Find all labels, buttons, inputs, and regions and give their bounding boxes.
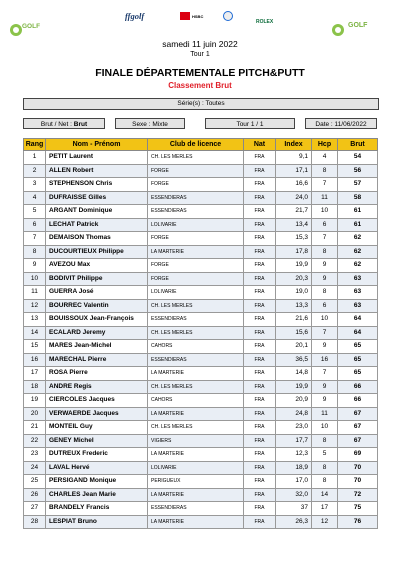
cell-club: CH. LES MERLES (148, 326, 244, 340)
table-row (24, 259, 378, 273)
table-row (24, 205, 378, 219)
cell-club: PERIGUEUX (148, 475, 244, 489)
table-row (24, 178, 378, 192)
cell-index: 20,3 (276, 272, 312, 286)
cell-hcp: 16 (312, 353, 338, 367)
cell-nat: FRA (244, 488, 276, 502)
cell-brut: 67 (338, 434, 378, 448)
cell-rang: 25 (24, 475, 46, 489)
cell-rang: 2 (24, 164, 46, 178)
date-box: Date : 11/06/2022 (305, 118, 377, 129)
cell-index: 23,0 (276, 421, 312, 435)
cell-rang: 16 (24, 353, 46, 367)
cell-club: CH. LES MERLES (148, 380, 244, 394)
cell-hcp: 9 (312, 272, 338, 286)
cell-nom: BODIVIT Philippe (46, 272, 148, 286)
table-row (24, 448, 378, 462)
cell-brut: 70 (338, 475, 378, 489)
cell-club: LA MARTERIE (148, 407, 244, 421)
cell-index: 15,6 (276, 326, 312, 340)
cell-index: 17,1 (276, 164, 312, 178)
cell-club: ESSENDIERAS (148, 313, 244, 327)
cell-nom: VERWAERDE Jacques (46, 407, 148, 421)
cell-rang: 17 (24, 367, 46, 381)
cell-nat: FRA (244, 515, 276, 529)
cell-index: 32,0 (276, 488, 312, 502)
cell-brut: 56 (338, 164, 378, 178)
cell-rang: 14 (24, 326, 46, 340)
col-index: Index (276, 139, 312, 151)
cell-hcp: 17 (312, 502, 338, 516)
cell-nom: STEPHENSON Chris (46, 178, 148, 192)
cell-nom: MARECHAL Pierre (46, 353, 148, 367)
table-row (24, 232, 378, 246)
cell-index: 24,8 (276, 407, 312, 421)
cell-nom: CHARLES Jean Marie (46, 488, 148, 502)
event-date: samedi 11 juin 2022 (162, 39, 238, 49)
col-nat: Nat (244, 139, 276, 151)
cell-rang: 18 (24, 380, 46, 394)
cell-index: 20,1 (276, 340, 312, 354)
page-subtitle: Classement Brut (168, 81, 232, 90)
logo-right-text: GOLF (348, 22, 368, 29)
cell-club: FORGE (148, 164, 244, 178)
cell-index: 13,3 (276, 299, 312, 313)
table-row (24, 421, 378, 435)
brut-net-box (23, 118, 105, 129)
cell-nom: ANDRE Regis (46, 380, 148, 394)
cell-nat: FRA (244, 164, 276, 178)
cell-index: 20,9 (276, 394, 312, 408)
cell-nom: BOUISSOUX Jean-François (46, 313, 148, 327)
cell-hcp: 7 (312, 367, 338, 381)
cell-rang: 1 (24, 151, 46, 165)
cell-nat: FRA (244, 299, 276, 313)
cell-brut: 67 (338, 421, 378, 435)
cell-club: LA MARTERIE (148, 245, 244, 259)
series-bar: Série(s) : Toutes (23, 98, 379, 110)
table-row (24, 299, 378, 313)
cell-hcp: 8 (312, 245, 338, 259)
cell-index: 13,4 (276, 218, 312, 232)
cell-hcp: 5 (312, 448, 338, 462)
table-row (24, 151, 378, 165)
rolex-logo: ROLEX (256, 19, 274, 25)
cell-brut: 70 (338, 461, 378, 475)
cell-hcp: 9 (312, 340, 338, 354)
sponsor-logos (125, 11, 285, 25)
cell-hcp: 11 (312, 407, 338, 421)
cell-index: 36,5 (276, 353, 312, 367)
cell-hcp: 6 (312, 299, 338, 313)
cell-nat: FRA (244, 340, 276, 354)
cell-club: CAHORS (148, 394, 244, 408)
cell-club: LA MARTERIE (148, 515, 244, 529)
info-bar (23, 118, 377, 129)
cell-hcp: 7 (312, 326, 338, 340)
cell-brut: 58 (338, 191, 378, 205)
tour-box: Tour 1 / 1 (205, 118, 295, 129)
cell-hcp: 10 (312, 421, 338, 435)
cell-club: CAHORS (148, 340, 244, 354)
cell-nom: AVEZOU Max (46, 259, 148, 273)
cell-brut: 64 (338, 326, 378, 340)
cell-brut: 69 (338, 448, 378, 462)
event-tour: Tour 1 (190, 51, 210, 58)
cell-rang: 7 (24, 232, 46, 246)
cell-club: FORGE (148, 272, 244, 286)
table-row (24, 515, 378, 529)
cell-nom: GENEY Michel (46, 434, 148, 448)
cell-hcp: 10 (312, 313, 338, 327)
cell-rang: 4 (24, 191, 46, 205)
cell-rang: 13 (24, 313, 46, 327)
table-row (24, 367, 378, 381)
cell-hcp: 7 (312, 232, 338, 246)
cell-brut: 72 (338, 488, 378, 502)
cell-nat: FRA (244, 461, 276, 475)
table-row (24, 272, 378, 286)
cell-index: 16,6 (276, 178, 312, 192)
cell-index: 24,0 (276, 191, 312, 205)
col-club: Club de licence (148, 139, 244, 151)
cell-index: 21,6 (276, 313, 312, 327)
table-header-row (24, 139, 378, 151)
cell-brut: 63 (338, 286, 378, 300)
table-row (24, 164, 378, 178)
cell-nom: CIERCOLES Jacques (46, 394, 148, 408)
cell-index: 15,3 (276, 232, 312, 246)
cell-club: ESSENDIERAS (148, 205, 244, 219)
cell-index: 19,0 (276, 286, 312, 300)
cell-rang: 9 (24, 259, 46, 273)
cell-club: CH. LES MERLES (148, 299, 244, 313)
cell-club: LA MARTERIE (148, 488, 244, 502)
cell-nat: FRA (244, 421, 276, 435)
cell-index: 26,3 (276, 515, 312, 529)
cell-index: 19,9 (276, 380, 312, 394)
cell-nat: FRA (244, 367, 276, 381)
cell-brut: 63 (338, 272, 378, 286)
hsbc-hexagon-icon (180, 12, 190, 20)
cell-brut: 63 (338, 299, 378, 313)
cell-rang: 11 (24, 286, 46, 300)
table-row (24, 434, 378, 448)
cell-club: FORGE (148, 232, 244, 246)
cell-nom: MONTEIL Guy (46, 421, 148, 435)
cell-brut: 76 (338, 515, 378, 529)
cell-index: 12,3 (276, 448, 312, 462)
sexe-box: Sexe : Mixte (115, 118, 185, 129)
cell-rang: 26 (24, 488, 46, 502)
cell-rang: 8 (24, 245, 46, 259)
cell-hcp: 11 (312, 191, 338, 205)
cell-club: ESSENDIERAS (148, 191, 244, 205)
table-row (24, 461, 378, 475)
cell-nom: ALLEN Robert (46, 164, 148, 178)
cell-brut: 64 (338, 313, 378, 327)
cell-club: LA MARTERIE (148, 448, 244, 462)
table-row (24, 286, 378, 300)
cell-rang: 3 (24, 178, 46, 192)
page-title: FINALE DÉPARTEMENTALE PITCH&PUTT (95, 67, 305, 79)
cell-nat: FRA (244, 502, 276, 516)
table-row (24, 218, 378, 232)
cell-hcp: 10 (312, 205, 338, 219)
cell-nat: FRA (244, 272, 276, 286)
cell-rang: 15 (24, 340, 46, 354)
cell-club: FORGE (148, 178, 244, 192)
cell-nat: FRA (244, 151, 276, 165)
cell-index: 14,8 (276, 367, 312, 381)
cell-nom: ECALARD Jeremy (46, 326, 148, 340)
cell-nom: DUFRAISSE Gilles (46, 191, 148, 205)
cell-club: CH. LES MERLES (148, 151, 244, 165)
cell-index: 17,8 (276, 245, 312, 259)
cell-nom: LAVAL Hervé (46, 461, 148, 475)
table-row (24, 191, 378, 205)
cell-hcp: 8 (312, 434, 338, 448)
cell-hcp: 4 (312, 151, 338, 165)
table-row (24, 488, 378, 502)
cell-brut: 65 (338, 367, 378, 381)
cell-nat: FRA (244, 191, 276, 205)
cell-nat: FRA (244, 232, 276, 246)
cell-nom: GUERRA José (46, 286, 148, 300)
cell-hcp: 8 (312, 286, 338, 300)
cell-hcp: 12 (312, 515, 338, 529)
cell-rang: 21 (24, 421, 46, 435)
cell-hcp: 6 (312, 218, 338, 232)
cell-brut: 75 (338, 502, 378, 516)
cell-nom: DEMAISON Thomas (46, 232, 148, 246)
cell-brut: 65 (338, 353, 378, 367)
cell-brut: 65 (338, 340, 378, 354)
cell-nat: FRA (244, 205, 276, 219)
cell-nom: LESPIAT Bruno (46, 515, 148, 529)
cell-club: LOLIVARIE (148, 218, 244, 232)
cell-rang: 5 (24, 205, 46, 219)
cell-hcp: 9 (312, 259, 338, 273)
cell-index: 9,1 (276, 151, 312, 165)
cell-club: LA MARTERIE (148, 367, 244, 381)
cell-nat: FRA (244, 353, 276, 367)
cell-brut: 61 (338, 218, 378, 232)
cell-hcp: 8 (312, 475, 338, 489)
cell-club: FORGE (148, 259, 244, 273)
cell-index: 17,7 (276, 434, 312, 448)
table-row (24, 380, 378, 394)
cell-brut: 66 (338, 394, 378, 408)
cell-brut: 54 (338, 151, 378, 165)
ranking-table (23, 138, 378, 529)
cell-nat: FRA (244, 475, 276, 489)
cell-nom: ARGANT Dominique (46, 205, 148, 219)
table-row (24, 326, 378, 340)
table-row (24, 475, 378, 489)
cell-brut: 62 (338, 259, 378, 273)
cell-hcp: 8 (312, 164, 338, 178)
cell-brut: 66 (338, 380, 378, 394)
cell-rang: 24 (24, 461, 46, 475)
cell-nat: FRA (244, 407, 276, 421)
cell-rang: 23 (24, 448, 46, 462)
table-body (24, 151, 378, 529)
cell-club: ESSENDIERAS (148, 353, 244, 367)
cell-rang: 12 (24, 299, 46, 313)
cell-brut: 67 (338, 407, 378, 421)
cell-nom: PETIT Laurent (46, 151, 148, 165)
cell-rang: 22 (24, 434, 46, 448)
cell-brut: 62 (338, 245, 378, 259)
cell-nom: DUTREUX Frederic (46, 448, 148, 462)
cell-rang: 28 (24, 515, 46, 529)
cell-rang: 19 (24, 394, 46, 408)
table-row (24, 407, 378, 421)
logo-left-text: GOLF (22, 23, 41, 30)
cell-nat: FRA (244, 326, 276, 340)
cell-nom: MARES Jean-Michel (46, 340, 148, 354)
cell-hcp: 9 (312, 380, 338, 394)
cell-rang: 27 (24, 502, 46, 516)
cell-nat: FRA (244, 218, 276, 232)
cell-nom: ROSA Pierre (46, 367, 148, 381)
cell-nat: FRA (244, 394, 276, 408)
brut-net-label: Brut / Net : (40, 121, 72, 128)
cell-rang: 10 (24, 272, 46, 286)
col-rang: Rang (24, 139, 46, 151)
cell-club: CH. LES MERLES (148, 421, 244, 435)
cell-index: 17,0 (276, 475, 312, 489)
table-row (24, 245, 378, 259)
cell-rang: 20 (24, 407, 46, 421)
cell-brut: 62 (338, 232, 378, 246)
cell-nat: FRA (244, 178, 276, 192)
cell-rang: 6 (24, 218, 46, 232)
col-nom: Nom - Prénom (46, 139, 148, 151)
cell-nat: FRA (244, 380, 276, 394)
ffgolf-logo: ffgolf (125, 11, 145, 21)
cell-hcp: 8 (312, 461, 338, 475)
cell-club: LOLIVARIE (148, 286, 244, 300)
hsbc-logo: HSBC (192, 14, 204, 19)
cell-hcp: 7 (312, 178, 338, 192)
cell-club: ESSENDIERAS (148, 502, 244, 516)
cell-nom: LECHAT Patrick (46, 218, 148, 232)
table-row (24, 353, 378, 367)
golf-ball-icon (330, 22, 346, 38)
bmw-roundel-icon (223, 11, 233, 21)
cell-nat: FRA (244, 245, 276, 259)
cell-index: 19,9 (276, 259, 312, 273)
cell-nom: BRANDELY Francis (46, 502, 148, 516)
brut-net-value: Brut (73, 121, 88, 128)
cell-index: 18,9 (276, 461, 312, 475)
cell-nat: FRA (244, 434, 276, 448)
table-row (24, 340, 378, 354)
cell-nat: FRA (244, 313, 276, 327)
cell-brut: 61 (338, 205, 378, 219)
cell-hcp: 9 (312, 394, 338, 408)
cell-brut: 57 (338, 178, 378, 192)
cell-nat: FRA (244, 259, 276, 273)
cell-nat: FRA (244, 448, 276, 462)
table-row (24, 313, 378, 327)
cell-nom: PERSIGAND Monique (46, 475, 148, 489)
cell-nat: FRA (244, 286, 276, 300)
cell-index: 37 (276, 502, 312, 516)
table-row (24, 394, 378, 408)
cell-hcp: 14 (312, 488, 338, 502)
col-hcp: Hcp (312, 139, 338, 151)
col-brut: Brut (338, 139, 378, 151)
cell-nom: BOURREC Valentin (46, 299, 148, 313)
table-row (24, 502, 378, 516)
cell-index: 21,7 (276, 205, 312, 219)
cell-club: LOLIVARIE (148, 461, 244, 475)
cell-club: VIGIERS (148, 434, 244, 448)
cell-nom: DUCOURTIEUX Philippe (46, 245, 148, 259)
